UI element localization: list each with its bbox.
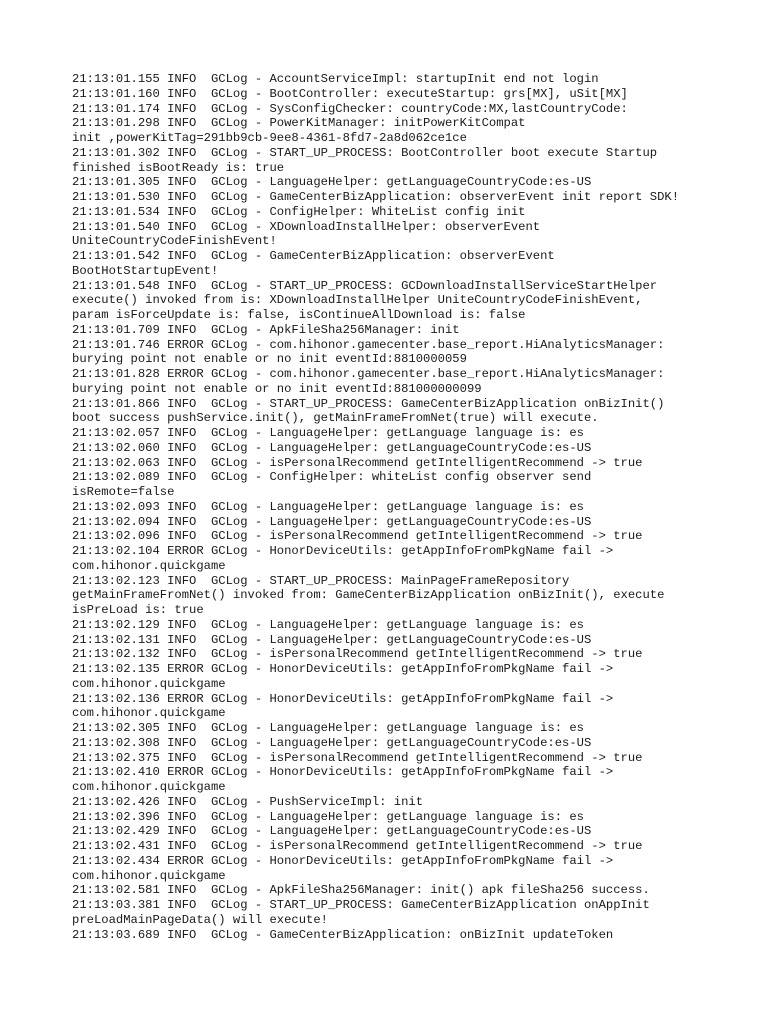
log-line: 21:13:01.174 INFO GCLog - SysConfigChecker: countryCode:MX,lastCountryCode: (72, 101, 628, 116)
log-line: 21:13:02.581 INFO GCLog - ApkFileSha256Manager: init() apk fileSha256 success. (72, 883, 650, 898)
log-line: com.hihonor.quickgame (72, 780, 226, 794)
log-document (72, 72, 712, 942)
log-line: 21:13:01.540 INFO GCLog - XDownloadInstallHelper: observerEvent (72, 219, 541, 234)
log-line: 21:13:01.709 INFO GCLog - ApkFileSha256Manager: init (72, 322, 460, 337)
log-line: 21:13:02.094 INFO GCLog - LanguageHelper: getLanguageCountryCode:es-US (72, 514, 592, 529)
log-line: 21:13:01.548 INFO GCLog - START_UP_PROCESS: GCDownloadInstallServiceStartHelper (72, 278, 658, 293)
log-line: com.hihonor.quickgame (72, 706, 226, 721)
log-line: 21:13:03.381 INFO GCLog - START_UP_PROCESS: GameCenterBizApplication onAppInit (72, 898, 650, 912)
log-line: finished isBootReady is: true (72, 160, 285, 175)
log-line: 21:13:01.305 INFO GCLog - LanguageHelper: getLanguageCountryCode:es-US (72, 175, 592, 190)
log-line: 21:13:02.132 INFO GCLog - isPersonalRecommend getIntelligentRecommend -> true (72, 647, 643, 662)
log-line: 21:13:02.426 INFO GCLog - PushServiceImpl: init (72, 794, 424, 809)
log-line: 21:13:01.866 INFO GCLog - START_UP_PROCESS: GameCenterBizApplication onBizInit() (72, 396, 665, 411)
log-line: 21:13:02.057 INFO GCLog - LanguageHelper: getLanguage language is: es (72, 426, 584, 440)
log-line: 21:13:02.131 INFO GCLog - LanguageHelper: getLanguageCountryCode:es-US (72, 632, 592, 647)
log-line: 21:13:02.429 INFO GCLog - LanguageHelper: getLanguageCountryCode:es-US (72, 824, 592, 839)
log-lines (72, 72, 712, 942)
log-line: burying point not enable or no init eventId:8810000059 (72, 352, 467, 367)
log-line: BootHotStartupEvent! (72, 263, 219, 278)
log-line: 21:13:01.534 INFO GCLog - ConfigHelper: WhiteList config init (72, 204, 526, 219)
log-line: 21:13:03.689 INFO GCLog - GameCenterBizApplication: onBizInit updateToken (72, 927, 614, 942)
log-line: 21:13:02.093 INFO GCLog - LanguageHelper: getLanguage language is: es (72, 499, 584, 514)
log-line: 21:13:02.063 INFO GCLog - isPersonalRecommend getIntelligentRecommend -> true (72, 455, 643, 470)
log-line: com.hihonor.quickgame (72, 868, 226, 883)
log-line: preLoadMainPageData() will execute! (72, 912, 328, 927)
log-line: com.hihonor.quickgame (72, 558, 226, 573)
log-line: isPreLoad is: true (72, 603, 204, 617)
log-line: 21:13:02.308 INFO GCLog - LanguageHelper: getLanguageCountryCode:es-US (72, 735, 592, 750)
log-line: UniteCountryCodeFinishEvent! (72, 234, 277, 249)
log-line: 21:13:01.160 INFO GCLog - BootController: executeStartup: grs[MX], uSit[MX] (72, 86, 628, 101)
log-line: 21:13:02.375 INFO GCLog - isPersonalRecommend getIntelligentRecommend -> true (72, 750, 643, 765)
log-line: 21:13:01.302 INFO GCLog - START_UP_PROCESS: BootController boot execute Startup (72, 145, 658, 160)
log-line: 21:13:02.396 INFO GCLog - LanguageHelper: getLanguage language is: es (72, 809, 584, 824)
log-line: 21:13:02.136 ERROR GCLog - HonorDeviceUtils: getAppInfoFromPkgName fail -> (72, 691, 614, 706)
log-line: 21:13:01.746 ERROR GCLog - com.hihonor.gamecenter.base_report.HiAnalyticsManager: (72, 337, 665, 352)
log-line: 21:13:01.155 INFO GCLog - AccountServiceImpl: startupInit end not login (72, 72, 599, 86)
log-line: burying point not enable or no init eventId:881000000099 (72, 381, 482, 396)
log-line: 21:13:02.431 INFO GCLog - isPersonalRecommend getIntelligentRecommend -> true (72, 839, 643, 853)
log-line: 21:13:02.089 INFO GCLog - ConfigHelper: whiteList config observer send (72, 470, 592, 485)
log-line: 21:13:01.542 INFO GCLog - GameCenterBizApplication: observerEvent (72, 249, 555, 263)
log-line: getMainFrameFromNet() invoked from: GameCenterBizApplication onBizInit(), execute (72, 588, 665, 603)
log-line: 21:13:02.060 INFO GCLog - LanguageHelper: getLanguageCountryCode:es-US (72, 440, 592, 455)
log-line: 21:13:02.434 ERROR GCLog - HonorDeviceUtils: getAppInfoFromPkgName fail -> (72, 853, 614, 868)
log-line: 21:13:01.530 INFO GCLog - GameCenterBizApplication: observerEvent init report SDK! (72, 190, 680, 204)
log-line: 21:13:02.135 ERROR GCLog - HonorDeviceUtils: getAppInfoFromPkgName fail -> (72, 662, 614, 676)
log-line: boot success pushService.init(), getMainFrameFromNet(true) will execute. (72, 411, 599, 426)
log-line: 21:13:02.410 ERROR GCLog - HonorDeviceUtils: getAppInfoFromPkgName fail -> (72, 765, 614, 780)
log-line: isRemote=false (72, 485, 175, 499)
log-line: param isForceUpdate is: false, isContinueAllDownload is: false (72, 308, 526, 322)
log-line: 21:13:01.828 ERROR GCLog - com.hihonor.gamecenter.base_report.HiAnalyticsManager: (72, 367, 665, 381)
log-line: execute() invoked from is: XDownloadInstallHelper UniteCountryCodeFinishEvent, (72, 293, 643, 308)
log-line: init ,powerKitTag=291bb9cb-9ee8-4361-8fd7-2a8d062ce1ce (72, 131, 467, 145)
log-line: 21:13:02.129 INFO GCLog - LanguageHelper: getLanguage language is: es (72, 617, 584, 632)
log-line: 21:13:02.104 ERROR GCLog - HonorDeviceUtils: getAppInfoFromPkgName fail -> (72, 544, 614, 558)
log-line: 21:13:01.298 INFO GCLog - PowerKitManager: initPowerKitCompat (72, 116, 526, 131)
log-line: 21:13:02.123 INFO GCLog - START_UP_PROCESS: MainPageFrameRepository (72, 573, 570, 588)
log-line: com.hihonor.quickgame (72, 676, 226, 691)
log-line: 21:13:02.096 INFO GCLog - isPersonalRecommend getIntelligentRecommend -> true (72, 529, 643, 544)
log-line: 21:13:02.305 INFO GCLog - LanguageHelper: getLanguage language is: es (72, 721, 584, 735)
